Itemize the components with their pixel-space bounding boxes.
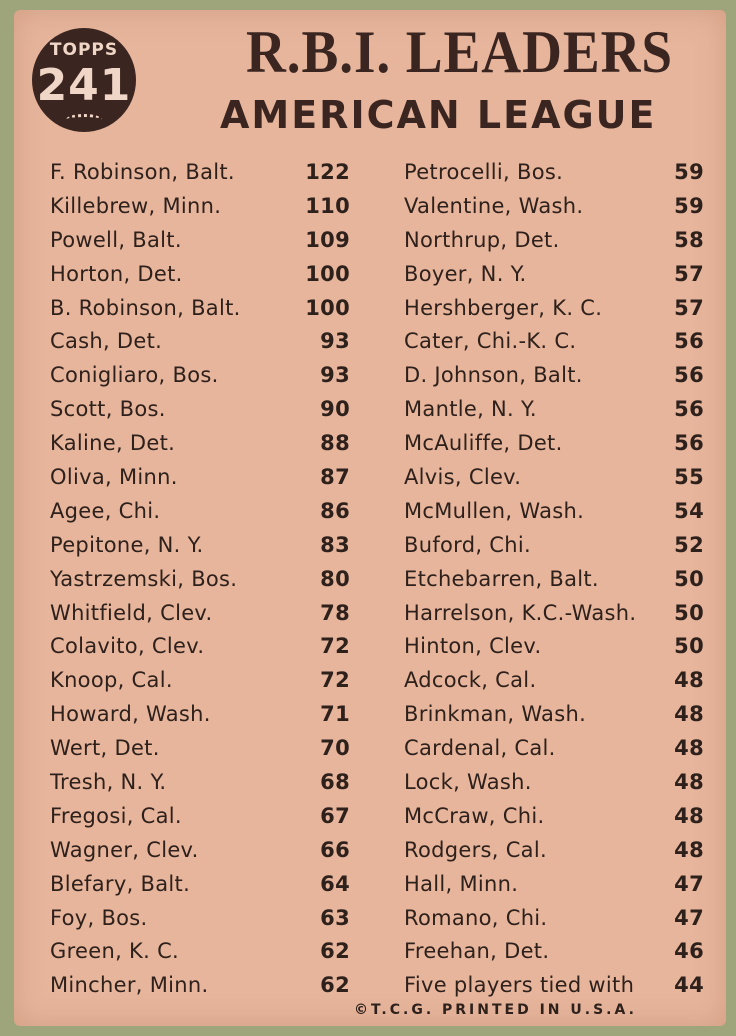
player-name: Brinkman, Wash. [404, 702, 587, 727]
rbi-value: 80 [320, 566, 350, 591]
rbi-value: 59 [674, 193, 704, 218]
leader-row [50, 292, 350, 326]
rbi-value: 56 [674, 431, 704, 456]
rbi-value: 48 [674, 803, 704, 828]
rbi-value: 62 [320, 973, 350, 998]
player-name: Rodgers, Cal. [404, 837, 547, 862]
rbi-value: 109 [305, 227, 350, 252]
rbi-value: 72 [320, 668, 350, 693]
brand-label: TOPPS [49, 40, 119, 60]
leader-row [404, 393, 704, 427]
player-name: Romano, Chi. [404, 905, 548, 930]
rbi-value: 93 [320, 363, 350, 388]
leader-row [404, 868, 704, 902]
rbi-value: 70 [320, 736, 350, 761]
rbi-value: 93 [320, 329, 350, 354]
card-title: R.B.I. LEADERS [246, 19, 673, 85]
player-name: Five players tied with [404, 973, 635, 998]
leader-row [50, 597, 350, 631]
leaders-left-column [50, 156, 350, 1003]
player-name: Foy, Bos. [50, 905, 148, 930]
leader-row [50, 258, 350, 292]
rbi-value: 88 [320, 431, 350, 456]
leader-row [404, 495, 704, 529]
player-name: Alvis, Clev. [404, 465, 522, 490]
leader-row [404, 325, 704, 359]
rbi-value: 52 [674, 532, 704, 557]
player-name: Blefary, Balt. [50, 871, 191, 896]
leader-row [50, 664, 350, 698]
leader-row [50, 393, 350, 427]
rbi-value: 50 [674, 634, 704, 659]
player-name: Conigliaro, Bos. [50, 363, 219, 388]
player-name: Cater, Chi.-K. C. [404, 329, 577, 354]
rbi-value: 48 [674, 736, 704, 761]
player-name: Hershberger, K. C. [404, 295, 603, 320]
player-name: Lock, Wash. [404, 770, 532, 795]
leader-row [404, 664, 704, 698]
leader-row [50, 427, 350, 461]
rbi-value: 56 [674, 329, 704, 354]
leader-row [50, 868, 350, 902]
card-number: 241 [36, 60, 132, 111]
player-name: Tresh, N. Y. [50, 770, 167, 795]
player-name: Cash, Det. [50, 329, 163, 354]
player-name: Hinton, Clev. [404, 634, 542, 659]
leader-row [50, 969, 350, 1003]
leader-row [404, 630, 704, 664]
leader-row [50, 359, 350, 393]
leader-row [404, 698, 704, 732]
rbi-value: 54 [674, 498, 704, 523]
leader-row [50, 698, 350, 732]
leader-row [50, 495, 350, 529]
leader-row [404, 190, 704, 224]
player-name: Mincher, Minn. [50, 973, 209, 998]
rbi-value: 83 [320, 532, 350, 557]
leader-row [404, 800, 704, 834]
leader-row [404, 732, 704, 766]
player-name: McCraw, Chi. [404, 803, 545, 828]
rbi-value: 71 [320, 702, 350, 727]
player-name: Whitfield, Clev. [50, 600, 213, 625]
player-name: Harrelson, K.C.-Wash. [404, 600, 637, 625]
player-name: Knoop, Cal. [50, 668, 173, 693]
leader-row [50, 902, 350, 936]
player-name: Cardenal, Cal. [404, 736, 556, 761]
player-name: Colavito, Clev. [50, 634, 205, 659]
player-name: Scott, Bos. [50, 397, 166, 422]
rbi-value: 62 [320, 939, 350, 964]
player-name: Killebrew, Minn. [50, 193, 222, 218]
leader-row [50, 630, 350, 664]
leader-row [50, 529, 350, 563]
leader-row [404, 766, 704, 800]
leader-row [50, 461, 350, 495]
rbi-value: 46 [674, 939, 704, 964]
player-name: Boyer, N. Y. [404, 261, 527, 286]
rbi-value: 56 [674, 397, 704, 422]
player-name: Horton, Det. [50, 261, 183, 286]
leader-row [50, 766, 350, 800]
rbi-value: 66 [320, 837, 350, 862]
rbi-value: 50 [674, 566, 704, 591]
leader-row [404, 902, 704, 936]
rbi-value: 47 [674, 905, 704, 930]
rbi-value: 110 [305, 193, 350, 218]
leader-row [50, 224, 350, 258]
rbi-value: 78 [320, 600, 350, 625]
player-name: Fregosi, Cal. [50, 803, 182, 828]
rbi-value: 55 [674, 465, 704, 490]
player-name: Petrocelli, Bos. [404, 160, 564, 184]
card-subtitle: AMERICAN LEAGUE [220, 93, 657, 137]
rbi-value: 56 [674, 363, 704, 388]
rbi-value: 100 [305, 295, 350, 320]
rbi-value: 48 [674, 668, 704, 693]
player-name: Mantle, N. Y. [404, 397, 537, 422]
player-name: Pepitone, N. Y. [50, 532, 204, 557]
rbi-value: 47 [674, 871, 704, 896]
copyright-footer: ©T.C.G. PRINTED IN U.S.A. [354, 1002, 637, 1018]
rbi-value: 48 [674, 770, 704, 795]
player-name: Northrup, Det. [404, 227, 560, 252]
rbi-value: 63 [320, 905, 350, 930]
rbi-value: 72 [320, 634, 350, 659]
rbi-value: 50 [674, 600, 704, 625]
baseball-seam-icon [66, 114, 102, 125]
rbi-value: 64 [320, 871, 350, 896]
leader-row [50, 935, 350, 969]
player-name: McAuliffe, Det. [404, 431, 563, 456]
leader-row [50, 156, 350, 190]
baseball-card-back [14, 10, 726, 1026]
leader-row [50, 834, 350, 868]
leader-row [404, 224, 704, 258]
rbi-value: 90 [320, 397, 350, 422]
rbi-value: 87 [320, 465, 350, 490]
leader-row [404, 935, 704, 969]
player-name: Powell, Balt. [50, 227, 182, 252]
rbi-value: 44 [674, 973, 704, 998]
player-name: Adcock, Cal. [404, 668, 537, 693]
rbi-value: 57 [674, 261, 704, 286]
leader-row [404, 427, 704, 461]
rbi-value: 58 [674, 227, 704, 252]
leader-row [404, 258, 704, 292]
player-name: Hall, Minn. [404, 871, 519, 896]
leader-row [50, 800, 350, 834]
player-name: McMullen, Wash. [404, 498, 585, 523]
player-name: Valentine, Wash. [404, 193, 584, 218]
leader-row [50, 325, 350, 359]
leaders-right-column [404, 156, 704, 1003]
leader-row [404, 834, 704, 868]
player-name: Howard, Wash. [50, 702, 211, 727]
leader-row [404, 529, 704, 563]
card-number-badge [32, 28, 136, 132]
player-name: Oliva, Minn. [50, 465, 178, 490]
leader-row [404, 292, 704, 326]
rbi-value: 48 [674, 837, 704, 862]
player-name: Etchebarren, Balt. [404, 566, 599, 591]
rbi-value: 57 [674, 295, 704, 320]
player-name: Buford, Chi. [404, 532, 531, 557]
leader-row [404, 563, 704, 597]
leader-row [50, 563, 350, 597]
rbi-value: 68 [320, 770, 350, 795]
player-name: D. Johnson, Balt. [404, 363, 583, 388]
rbi-value: 122 [305, 160, 350, 184]
player-name: Agee, Chi. [50, 498, 161, 523]
rbi-value: 48 [674, 702, 704, 727]
rbi-value: 86 [320, 498, 350, 523]
leader-row [404, 156, 704, 190]
player-name: Kaline, Det. [50, 431, 176, 456]
leader-row [404, 461, 704, 495]
player-name: Green, K. C. [50, 939, 180, 964]
player-name: F. Robinson, Balt. [50, 160, 235, 184]
leader-row [404, 969, 704, 1003]
player-name: Yastrzemski, Bos. [50, 566, 238, 591]
player-name: Wert, Det. [50, 736, 160, 761]
rbi-value: 67 [320, 803, 350, 828]
leader-row [404, 359, 704, 393]
player-name: Freehan, Det. [404, 939, 550, 964]
player-name: Wagner, Clev. [50, 837, 199, 862]
leader-row [50, 732, 350, 766]
rbi-value: 59 [674, 160, 704, 184]
leader-row [50, 190, 350, 224]
rbi-value: 100 [305, 261, 350, 286]
leader-row [404, 597, 704, 631]
player-name: B. Robinson, Balt. [50, 295, 241, 320]
